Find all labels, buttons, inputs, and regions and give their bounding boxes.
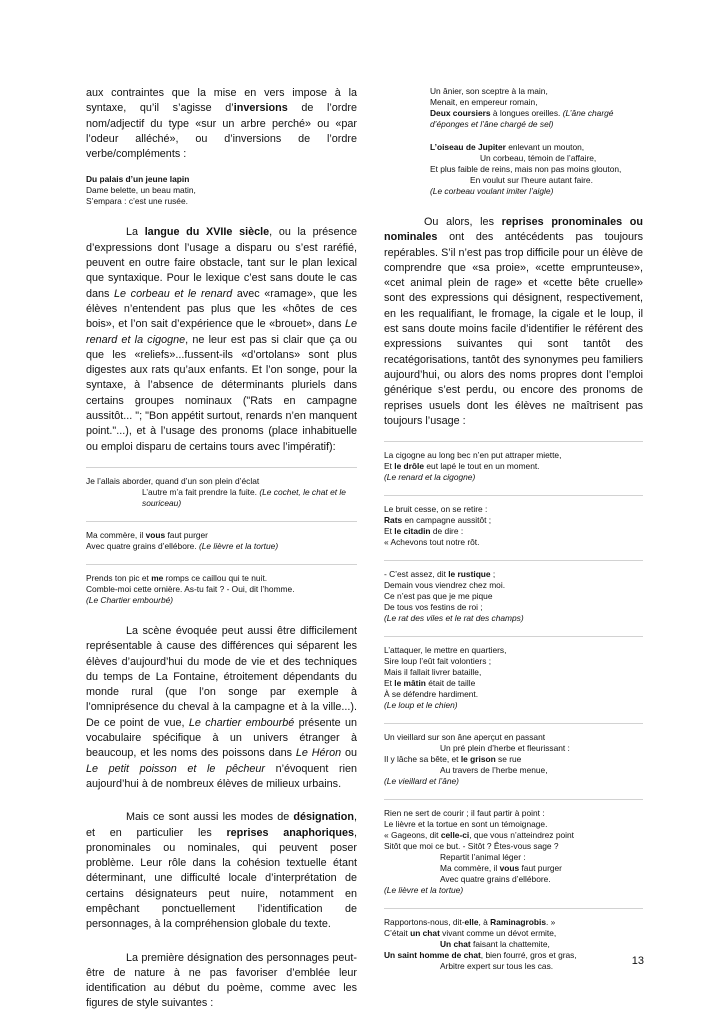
quote-line: S’empara : c’est une rusée.	[86, 196, 188, 207]
text: romps ce caillou qui te nuit.	[163, 572, 268, 583]
quote-source: (Le cochet, le chat et le souriceau)	[142, 486, 346, 508]
quote-source: (Le lièvre et la tortue)	[384, 885, 464, 896]
text: , et en particulier les	[86, 811, 357, 839]
left-column	[86, 86, 357, 1012]
text: en campagne aussitôt ;	[402, 515, 492, 526]
quote-line: Le bruit cesse, on se retire :	[384, 504, 488, 515]
bold-term: elle	[464, 917, 479, 928]
quote-line	[384, 830, 643, 841]
bold-term: un chat	[410, 928, 440, 939]
bold-term: inversions	[233, 102, 288, 115]
quote-line: Avec quatre grains d’ellébore.	[440, 874, 551, 885]
quote-line	[430, 142, 643, 153]
quote-loup-chien	[384, 645, 643, 711]
text: présente un vocabulaire spécifique à un univers étranger à beaucoup, et les noms des poissons dans	[86, 716, 357, 760]
text: , que vous n’atteindrez point	[469, 830, 574, 841]
quote-source: (Le corbeau voulant imiter l’aigle)	[430, 186, 554, 196]
quote-line: Sitôt que moi ce but. - Sitôt ? Êtes-vous sage ?	[384, 841, 559, 852]
quote-line: À se défendre hardiment.	[384, 689, 479, 700]
text: à longues oreilles.	[490, 108, 563, 118]
quote-source: (Le lièvre et la tortue)	[198, 540, 279, 551]
text: de l’ordre nom/adjectif du type «sur un arbre perché» ou «par l’odeur alléché», ou d’inversions de l’ordre verbe/compléments :	[86, 102, 358, 161]
quote-line	[384, 569, 643, 580]
quote-line: Sire loup l’eût fait volontiers ;	[384, 656, 492, 667]
text: eut lapé le tout en un moment.	[424, 461, 540, 472]
quote-rustique	[384, 569, 643, 624]
paragraph-reprises	[384, 215, 643, 429]
bold-term: L’oiseau de Jupiter	[430, 142, 506, 152]
bold-term: le mâtin	[394, 678, 426, 689]
quote-chartier	[86, 573, 357, 606]
text: faut purger	[165, 529, 208, 540]
quote-lievre-tortue	[384, 808, 643, 896]
quote-line	[384, 461, 643, 472]
bold-term: Un saint homme de chat	[384, 950, 481, 961]
text: aux contraintes que la mise en vers impose à la syntaxe, qu’il s’agisse d’	[86, 87, 357, 115]
quote-cigogne	[384, 450, 643, 483]
quote-line: Ce n’est pas que je me pique	[384, 591, 493, 602]
quote-line	[384, 678, 643, 689]
quote-line	[384, 754, 643, 765]
quote-line: En voulut sur l’heure autant faire.	[470, 175, 593, 185]
paragraph-inversions	[86, 86, 357, 162]
quote-line	[86, 487, 357, 509]
bold-term: Un chat	[440, 939, 471, 950]
text: , pronominales ou nominales, qui peuvent poser problème. Leur rôle dans la cohésion textuelle étant déterminant, une difficulté locale d’interprétation de certains désignateurs peut nuire, notamment en empêchant ponctuellement l’identification de personnages, à la compréhension globale du texte.	[86, 826, 357, 931]
quote-line: L’attaquer, le mettre en quartiers,	[384, 645, 507, 656]
quote-line: « Achevons tout notre rôt.	[384, 537, 480, 548]
text: Je l’	[86, 475, 101, 486]
italic-title: Le renard et la cigogne	[86, 318, 357, 346]
text: se rue	[495, 754, 522, 765]
text: , ne leur est pas si clair que ça ou que les «reliefs»...fussent-ils «d’ortolans» sont plus digestes aux rats qu’aux enfants. Et l’on songe, pour la syntaxe, à l’absence de déterminants pluriels dans certains groupes nominaux ("Rats en campagne aussitôt... "; "Bon appétit surtout, renards n’en manquent point."...), et à l’usage des pronoms (place inhabituelle ou emploi disparu de certains tours avec l’impératif):	[86, 333, 357, 453]
quote-line	[430, 108, 643, 130]
right-column	[384, 86, 643, 972]
quote-line	[86, 573, 357, 584]
bold-term: le grison	[460, 754, 496, 765]
text: Ma commère, il	[440, 863, 500, 874]
text: Rapportons-nous, dit-	[384, 917, 465, 928]
bold-term: reprises anaphoriques	[226, 826, 354, 839]
text: ont des antécédents pas toujours repérables. S’il n’est pas trop difficile pour un élève de comprendre que «sa proie», «cette emprunteuse», «cet animal plein de rage» et «cette bête cruelle» sont des expressions qui désignent, respectivement, en les requalifiant, le fromage, la cigale et le loup, il est sans doute moins facile d’identifier le référent des expressions suivantes qui sont tantôt des recatégorisations, tantôt des synonymes peu familiers aujourd’hui, ou alors des noms propres dont l’emploi générique s’est perdu, ou encore des pronoms de reprises usuels dont les élèves ne maîtrisent pas toujours l’usage :	[384, 231, 643, 427]
quote-line: Du palais d’un jeune lapin	[86, 174, 190, 185]
quote-line	[384, 526, 643, 537]
text: faisant la chattemite,	[470, 939, 550, 950]
paragraph-designation	[86, 810, 357, 932]
quote-line	[86, 530, 357, 541]
quote-line: Un vieillard sur son âne aperçut en passant	[384, 732, 546, 743]
quote-source: (Le renard et la cigogne)	[384, 472, 476, 483]
text: Ou alors, les	[424, 216, 502, 228]
quote-line: Un corbeau, témoin de l’affaire,	[480, 153, 597, 163]
quote-line: Mais il fallait livrer bataille,	[384, 667, 482, 678]
text: C’était	[384, 928, 411, 939]
bold-term: celle-ci	[440, 830, 470, 841]
bold-term: vous	[499, 863, 520, 874]
quote-line: Rien ne sert de courir ; il faut partir à point :	[384, 808, 545, 819]
quote-source: (Le Chartier embourbé)	[86, 594, 174, 605]
text: vivant comme un dévot ermite,	[439, 928, 557, 939]
quote-jupiter	[384, 142, 643, 197]
text: , ou la présence d’expressions dont l’usage a disparu ou s’est raréfié, peuvent en outre faire obstacle, tant sur le plan lexical que syntaxique. Pour le lexique c’est sans doute le cas dans	[86, 226, 357, 300]
page-number: 13	[631, 955, 644, 967]
quote-line: Et plus faible de reins, mais non pas moins glouton,	[430, 164, 622, 174]
quote-line	[384, 863, 643, 874]
quote-anier	[384, 86, 643, 130]
quote-line: De tous vos festins de roi ;	[384, 602, 483, 613]
quote-line: Le lièvre et la tortue en sont un témoignage.	[384, 819, 548, 830]
quote-line: La cigogne au long bec n’en put attraper miette,	[384, 450, 562, 461]
text: Mais ce sont aussi les modes de	[126, 811, 294, 824]
quote-belette	[86, 174, 357, 207]
text: était de taille	[425, 678, 476, 689]
text: L’autre m’a fait prendre la fuite.	[142, 486, 260, 497]
bold-term: Deux coursiers	[430, 108, 491, 118]
quote-line	[384, 939, 643, 950]
bold-term: le drôle	[394, 461, 425, 472]
quote-source: (Le loup et le chien)	[384, 700, 458, 711]
quote-line: Au travers de l’herbe menue,	[440, 765, 548, 776]
text: La	[126, 226, 145, 239]
quote-line: Un ânier, son sceptre à la main,	[430, 86, 548, 96]
quote-line	[86, 541, 357, 552]
text: - C’est assez, dit	[384, 569, 449, 580]
quote-line	[384, 917, 643, 928]
quote-cochet	[86, 476, 357, 509]
text: Et	[384, 461, 395, 472]
quote-line: Arbitre expert sur tous les cas.	[440, 961, 554, 972]
quote-line	[384, 950, 643, 961]
quote-raminagrobis	[384, 917, 643, 972]
italic-title: Le Héron	[295, 747, 342, 760]
text: Et	[384, 526, 395, 537]
text: Il y lâche sa bête, et	[384, 754, 461, 765]
quote-line: Demain vous viendrez chez moi.	[384, 580, 506, 591]
text: allais aborder, quand d’un son plein d’éclat	[100, 475, 260, 486]
bold-term: Rats	[384, 515, 403, 526]
text: ;	[490, 569, 496, 580]
paragraph-premiere-designation: La première désignation des personnages peut-être de nature à ne pas favoriser d’emblée leur identification au début du poème, comme avec les figures de style suivantes :	[86, 951, 357, 1010]
text: de dire :	[430, 526, 464, 537]
quote-source: (Le rat des viles et le rat des champs)	[384, 613, 524, 624]
text: Prends ton pic et	[86, 572, 152, 583]
italic-title: Le petit poisson et le pêcheur	[86, 762, 265, 775]
quote-line	[86, 476, 357, 487]
quote-line: Dame belette, un beau matin,	[86, 185, 196, 196]
bold-term: Raminagrobis	[490, 917, 547, 928]
text: ou	[341, 747, 357, 760]
bold-term: désignation	[293, 811, 354, 824]
text: La scène évoquée peut aussi être difficilement représentable à cause des différences qui séparent les élèves d’aujourd’hui du mode de vie et des techniques du temps de La Fontaine, étroitement dépendants du monde rural (que l’on songe par exemple à l’omniprésence du cheval à la campagne et à la ville...). De ce point de vue,	[86, 624, 357, 729]
quote-vieillard	[384, 732, 643, 787]
quote-line: Comble-moi cette ornière. As-tu fait ? - Oui, dit l’homme.	[86, 583, 295, 594]
text: Et	[384, 678, 395, 689]
quote-line: Repartit l’animal léger :	[440, 852, 526, 863]
text: . »	[546, 917, 556, 928]
text: Ma commère, il	[86, 529, 146, 540]
quote-line	[384, 928, 643, 939]
paragraph-langue	[86, 225, 357, 454]
text: , à	[478, 917, 491, 928]
text: , bien fourré, gros et gras,	[480, 950, 577, 961]
italic-title: Le corbeau et le renard	[114, 287, 233, 300]
bold-term: le citadin	[394, 526, 431, 537]
quote-line: Un pré plein d’herbe et fleurissant :	[440, 743, 570, 754]
italic-title: Le chartier embourbé	[188, 716, 295, 729]
text: enlevant un mouton,	[505, 142, 585, 152]
text: n’évoquent rien aujourd’hui à de nombreux élèves de milieux urbains.	[86, 762, 357, 790]
bold-term: langue du XVIIe siècle	[144, 226, 270, 239]
bold-term: reprises pronominales ou nominales	[384, 216, 643, 244]
paragraph-scene	[86, 624, 357, 792]
quote-source: (Le vieillard et l’âne)	[384, 776, 459, 787]
bold-term: me	[151, 572, 164, 583]
quote-rats	[384, 504, 643, 548]
quote-source: (L’âne chargé d’éponges et l’âne chargé de sel)	[430, 108, 614, 129]
text: avec «ramage», que les élèves n’entendent pas plus que les «hôtes de ces bois», et l’on sait d’expérience que le «brouet», dans	[86, 287, 357, 331]
text: « Gageons, dit	[384, 830, 441, 841]
quote-commere	[86, 530, 357, 552]
bold-term: vous	[145, 529, 166, 540]
bold-term: le rustique	[448, 569, 491, 580]
quote-line	[384, 515, 643, 526]
text: faut purger	[519, 863, 562, 874]
text: Avec quatre grains d’ellébore.	[86, 540, 199, 551]
quote-line: Menait, en empereur romain,	[430, 97, 538, 107]
